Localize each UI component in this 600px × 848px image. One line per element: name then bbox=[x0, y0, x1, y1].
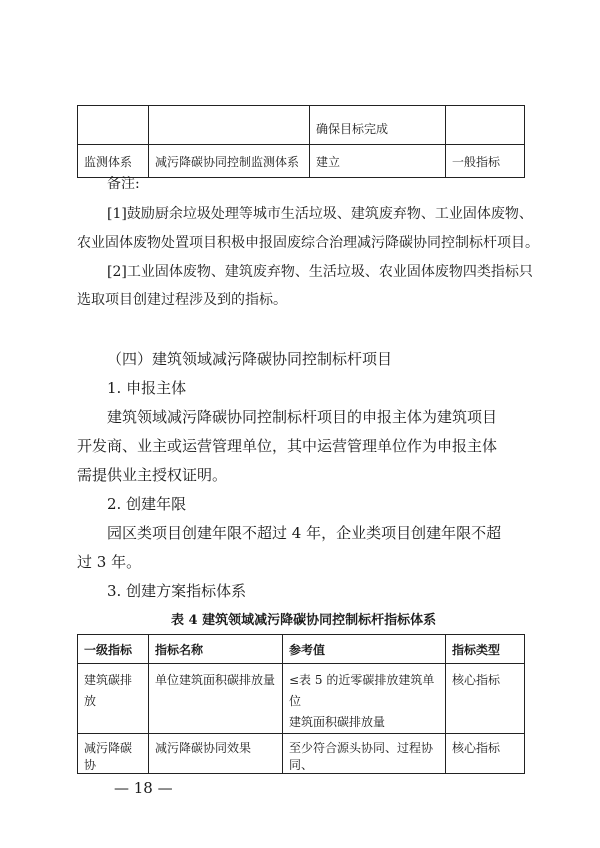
table-cell: 建立 bbox=[310, 145, 446, 178]
section-heading: （四）建筑领域减污降碳协同控制标杆项目 bbox=[107, 350, 393, 368]
table-4-caption: 表 4 建筑领域减污降碳协同控制标杆指标体系 bbox=[171, 613, 437, 628]
note-1-line-1: [1]鼓励厨余垃圾处理等城市生活垃圾、建筑废弃物、工业固体废物、 bbox=[107, 206, 533, 222]
note-1-line-2: 农业固体废物处置项目积极申报固废综合治理减污降碳协同控制标杆项目。 bbox=[77, 235, 539, 251]
cell-line: 建筑面积碳排放量 bbox=[289, 715, 386, 729]
column-header: 参考值 bbox=[283, 635, 446, 664]
notes-title: 备注: bbox=[107, 176, 140, 192]
table-cell: 减污降碳协 bbox=[78, 734, 149, 774]
table-row bbox=[78, 734, 525, 774]
table-cell: 确保目标完成 bbox=[310, 106, 446, 145]
column-header: 指标类型 bbox=[446, 635, 525, 664]
table-cell bbox=[149, 106, 310, 145]
column-header: 指标名称 bbox=[149, 635, 283, 664]
note-2-line-2: 选取项目创建过程涉及到的指标。 bbox=[77, 292, 287, 308]
table-row bbox=[78, 664, 525, 734]
applicant-text-line-3: 需提供业主授权证明。 bbox=[77, 466, 228, 484]
column-header: 一级指标 bbox=[78, 635, 149, 664]
table-cell bbox=[78, 106, 149, 145]
table-row bbox=[78, 145, 525, 178]
note-2-line-1: [2]工业固体废物、建筑废弃物、生活垃圾、农业固体废物四类指标只 bbox=[107, 264, 533, 280]
subheading-period: 2. 创建年限 bbox=[107, 495, 187, 513]
table-cell: 建筑碳排放 bbox=[78, 664, 149, 734]
page-number: — 18 — bbox=[114, 779, 173, 797]
table-cell bbox=[283, 664, 446, 734]
table-row bbox=[78, 106, 525, 145]
table-cell: 减污降碳协同控制监测体系 bbox=[149, 145, 310, 178]
applicant-text-line-2: 开发商、业主或运营管理单位，其中运营管理单位作为申报主体 bbox=[77, 437, 498, 455]
table-cell: 核心指标 bbox=[446, 734, 525, 774]
table-cell: 单位建筑面积碳排放量 bbox=[149, 664, 283, 734]
table-4 bbox=[77, 634, 525, 774]
indicator-table-continued bbox=[77, 105, 525, 178]
table-cell: 一般指标 bbox=[446, 145, 525, 178]
table-cell: 监测体系 bbox=[78, 145, 149, 178]
table-cell: 减污降碳协同效果 bbox=[149, 734, 283, 774]
table-cell bbox=[446, 106, 525, 145]
table-cell: 核心指标 bbox=[446, 664, 525, 734]
period-text-line-2: 过 3 年。 bbox=[77, 553, 142, 571]
period-text-line-1: 园区类项目创建年限不超过 4 年，企业类项目创建年限不超 bbox=[107, 524, 502, 542]
table-header-row bbox=[78, 635, 525, 664]
applicant-text-line-1: 建筑领域减污降碳协同控制标杆项目的申报主体为建筑项目 bbox=[107, 408, 498, 426]
cell-line: ≤表 5 的近零碳排放建筑单位 bbox=[289, 673, 435, 708]
subheading-applicant: 1. 申报主体 bbox=[107, 379, 187, 397]
table-cell: 至少符合源头协同、过程协同、 bbox=[283, 734, 446, 774]
subheading-indicator-system: 3. 创建方案指标体系 bbox=[107, 582, 247, 600]
